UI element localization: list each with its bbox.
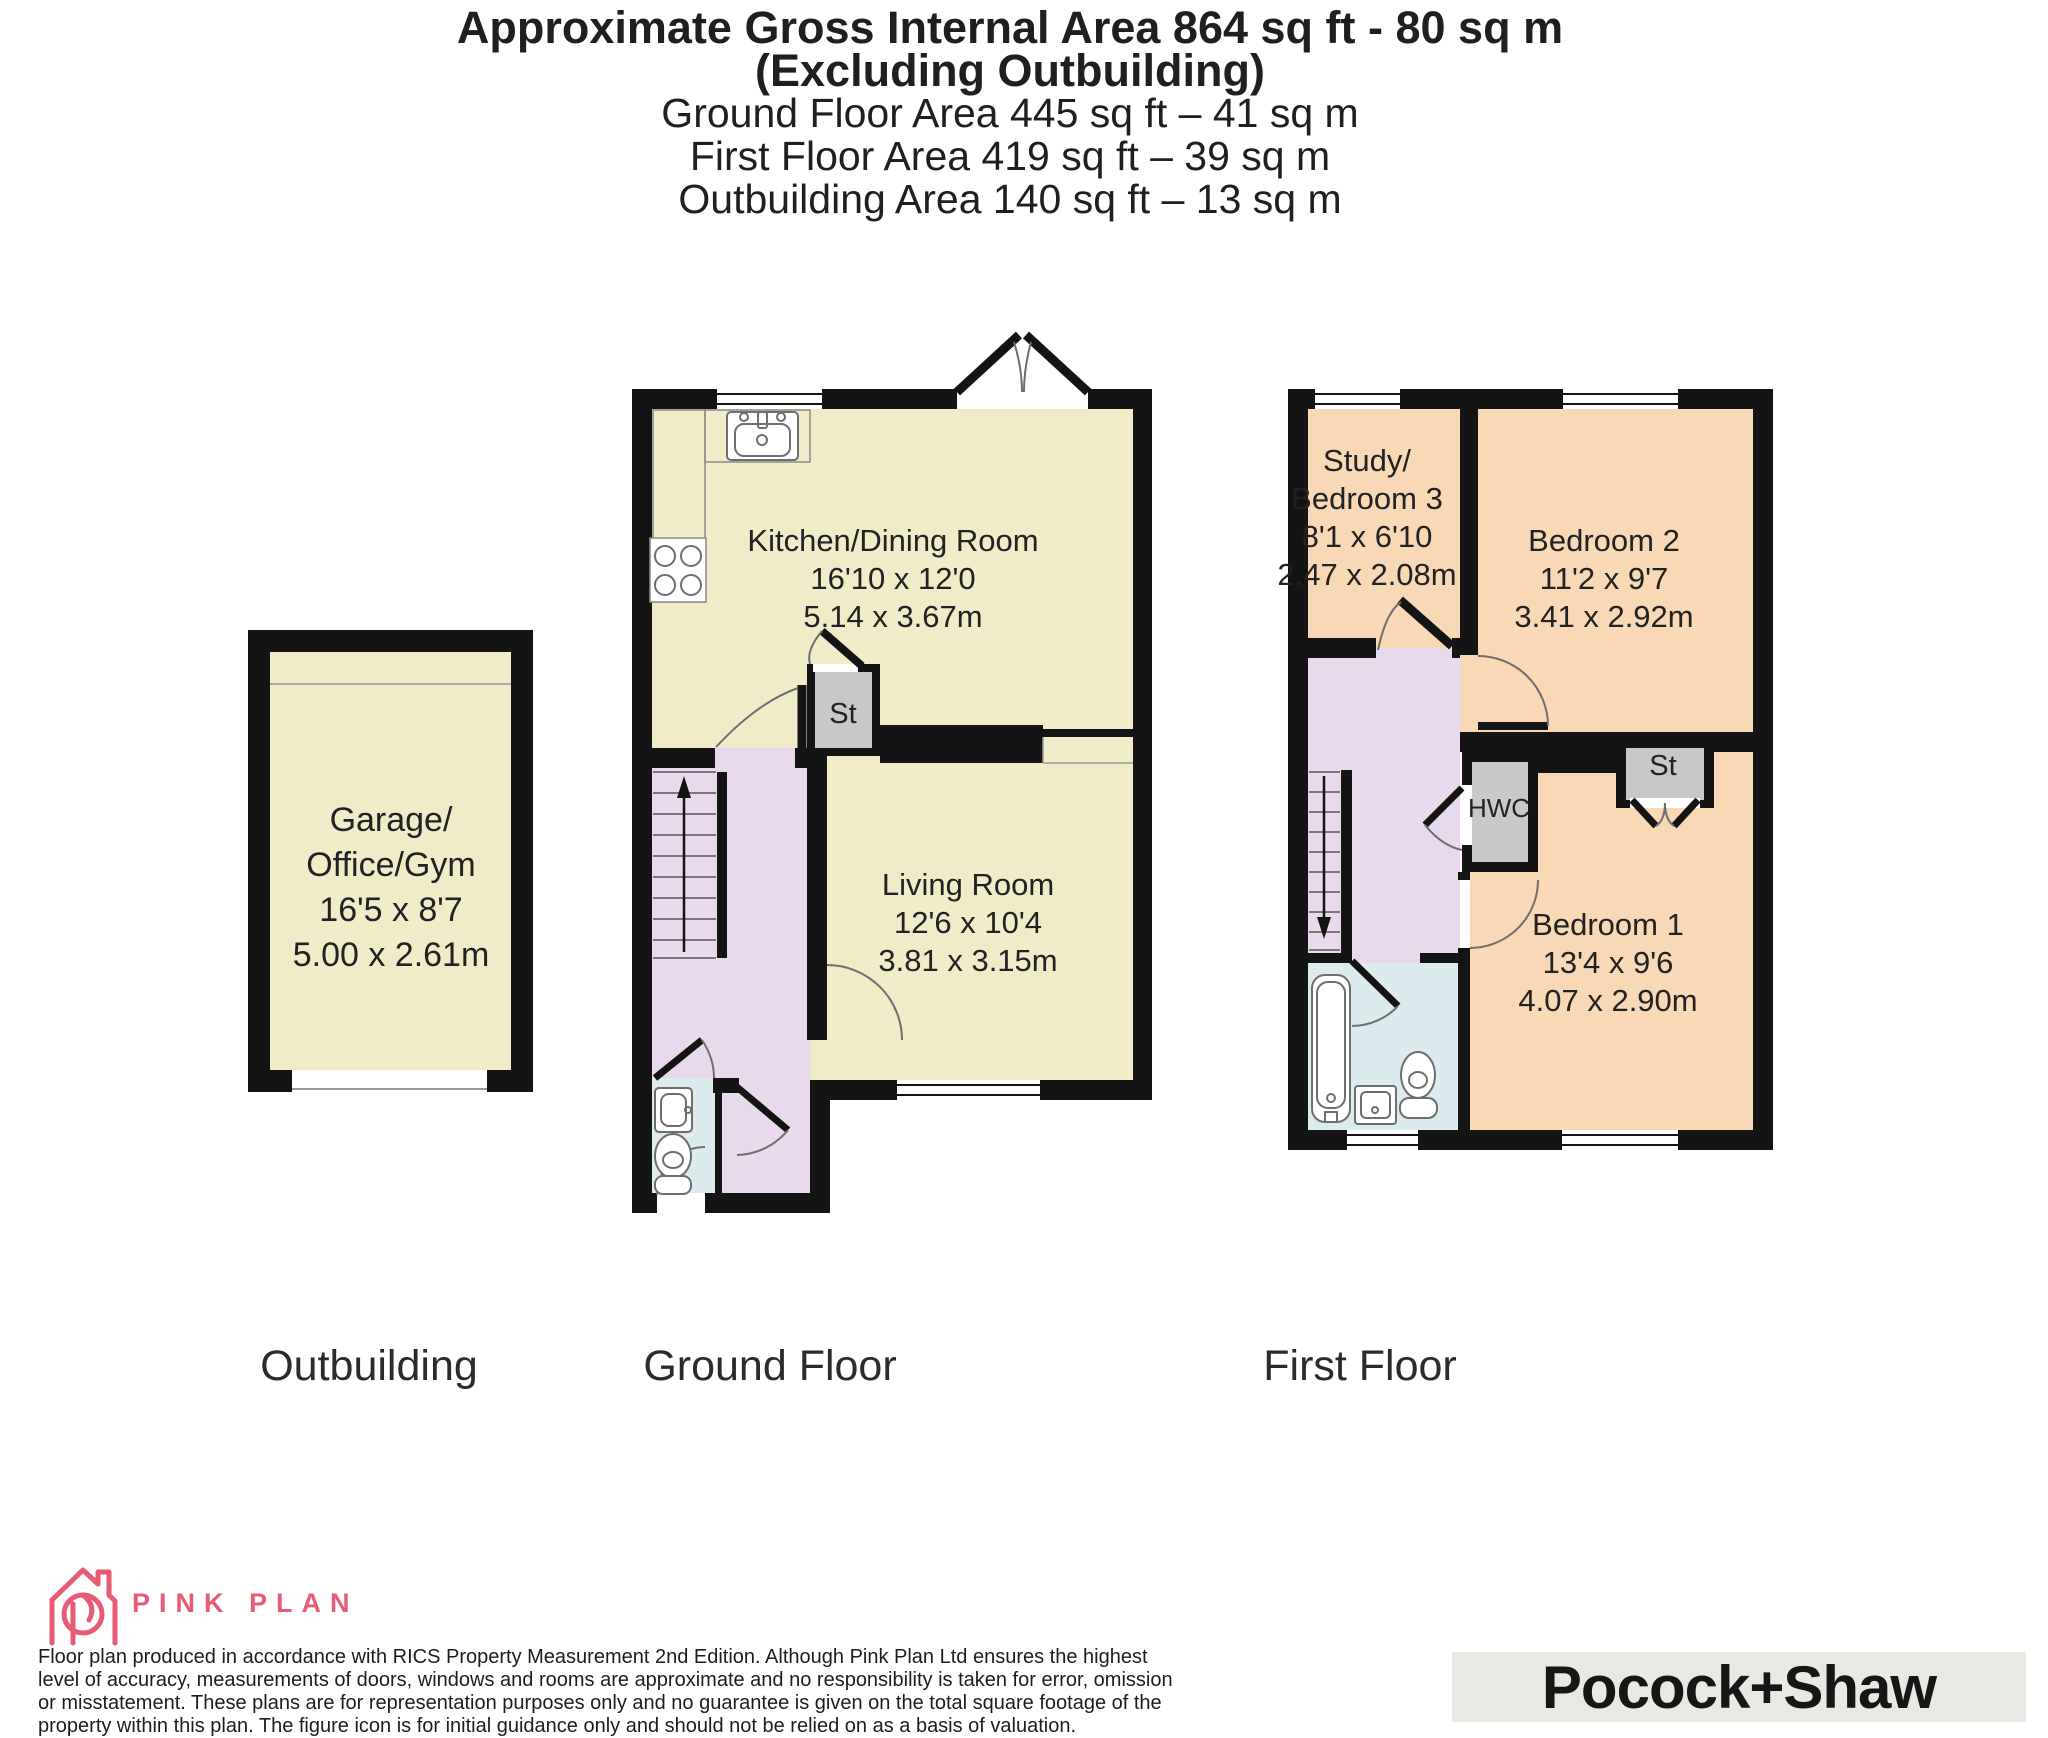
title-line-3: Ground Floor Area 445 sq ft – 41 sq m [661, 90, 1359, 136]
garage-name-2: Office/Gym [306, 846, 476, 884]
kitchen-dims-imperial: 16'10 x 12'0 [810, 561, 976, 596]
ff-store-label: St [1649, 750, 1677, 782]
bathtub-icon [1312, 975, 1350, 1122]
pink-plan-brand: PINK PLAN [132, 1588, 359, 1618]
ff-door-leaves [1352, 600, 1698, 1006]
bathroom-toilet-icon [1400, 1052, 1437, 1118]
title-line-5: Outbuilding Area 140 sq ft – 13 sq m [678, 176, 1342, 222]
study-name-1: Study/ [1323, 443, 1411, 478]
gf-door-leaves [655, 631, 862, 1130]
stairs-up-arrow-icon [677, 776, 691, 952]
first-floor-caption: First Floor [1263, 1342, 1457, 1390]
bedroom2-name: Bedroom 2 [1528, 523, 1680, 558]
hob-icon [650, 538, 706, 602]
living-dims-imperial: 12'6 x 10'4 [893, 905, 1042, 940]
pink-plan-logo-icon [42, 1558, 124, 1648]
living-dims-metric: 3.81 x 3.15m [878, 943, 1058, 978]
bedroom1-dims-imperial: 13'4 x 9'6 [1542, 945, 1674, 980]
bedroom2-dims-imperial: 11'2 x 9'7 [1539, 561, 1669, 596]
title-line-4: First Floor Area 419 sq ft – 39 sq m [689, 133, 1331, 179]
bedroom1-name: Bedroom 1 [1532, 907, 1684, 942]
ff-door-arcs [1352, 602, 1677, 1026]
wc-toilet-icon [655, 1134, 691, 1194]
garage-dims-metric: 5.00 x 2.61m [292, 936, 490, 974]
kitchen-dims-metric: 5.14 x 3.67m [803, 599, 983, 634]
gf-alcove-lines [1043, 737, 1133, 763]
gf-door-arcs [657, 631, 902, 1195]
study-name-2: Bedroom 3 [1291, 481, 1443, 516]
disclaimer-line-2: level of accuracy, measurements of doors, windows and rooms are approximate and no responsibility is taken for error, omission [38, 1669, 1173, 1691]
study-dims-imperial: 8'1 x 6'10 [1301, 519, 1433, 554]
agent-logo: Pocock+Shaw [1452, 1652, 2026, 1722]
bathroom-sink-icon [1355, 1086, 1396, 1124]
disclaimer-line-4: property within this plan. The figure icon is for initial guidance only and should not be relied on as a basis of valuation. [38, 1715, 1077, 1737]
living-name: Living Room [881, 867, 1055, 902]
kitchen-sink-icon [727, 412, 798, 460]
outbuilding-caption: Outbuilding [260, 1342, 478, 1390]
title-line-1: Approximate Gross Internal Area 864 sq ft - 80 sq m [456, 2, 1564, 53]
stairs-down-arrow-icon [1317, 776, 1331, 939]
ground-floor-caption: Ground Floor [643, 1342, 897, 1390]
bedroom1-dims-metric: 4.07 x 2.90m [1518, 983, 1698, 1018]
kitchen-name: Kitchen/Dining Room [747, 523, 1039, 558]
garage-name-1: Garage/ [329, 801, 453, 839]
french-door-arcs [1014, 342, 1031, 392]
title-line-2: (Excluding Outbuilding) [755, 45, 1265, 96]
disclaimer-line-3: or misstatement. These plans are for representation purposes only and no guarantee is given on the total square footage of the [38, 1692, 1162, 1714]
disclaimer [38, 1646, 1218, 1738]
hwc-label: HWC [1467, 793, 1531, 823]
garage-dims-imperial: 16'5 x 8'7 [319, 891, 463, 929]
bedroom2-dims-metric: 3.41 x 2.92m [1514, 599, 1694, 634]
wc-sink-icon [655, 1088, 692, 1132]
study-dims-metric: 2.47 x 2.08m [1277, 557, 1457, 592]
disclaimer-line-1: Floor plan produced in accordance with RICS Property Measurement 2nd Edition. Although Pink Plan Ltd ensures the highest [38, 1646, 1148, 1668]
gf-store-label: St [829, 698, 857, 730]
